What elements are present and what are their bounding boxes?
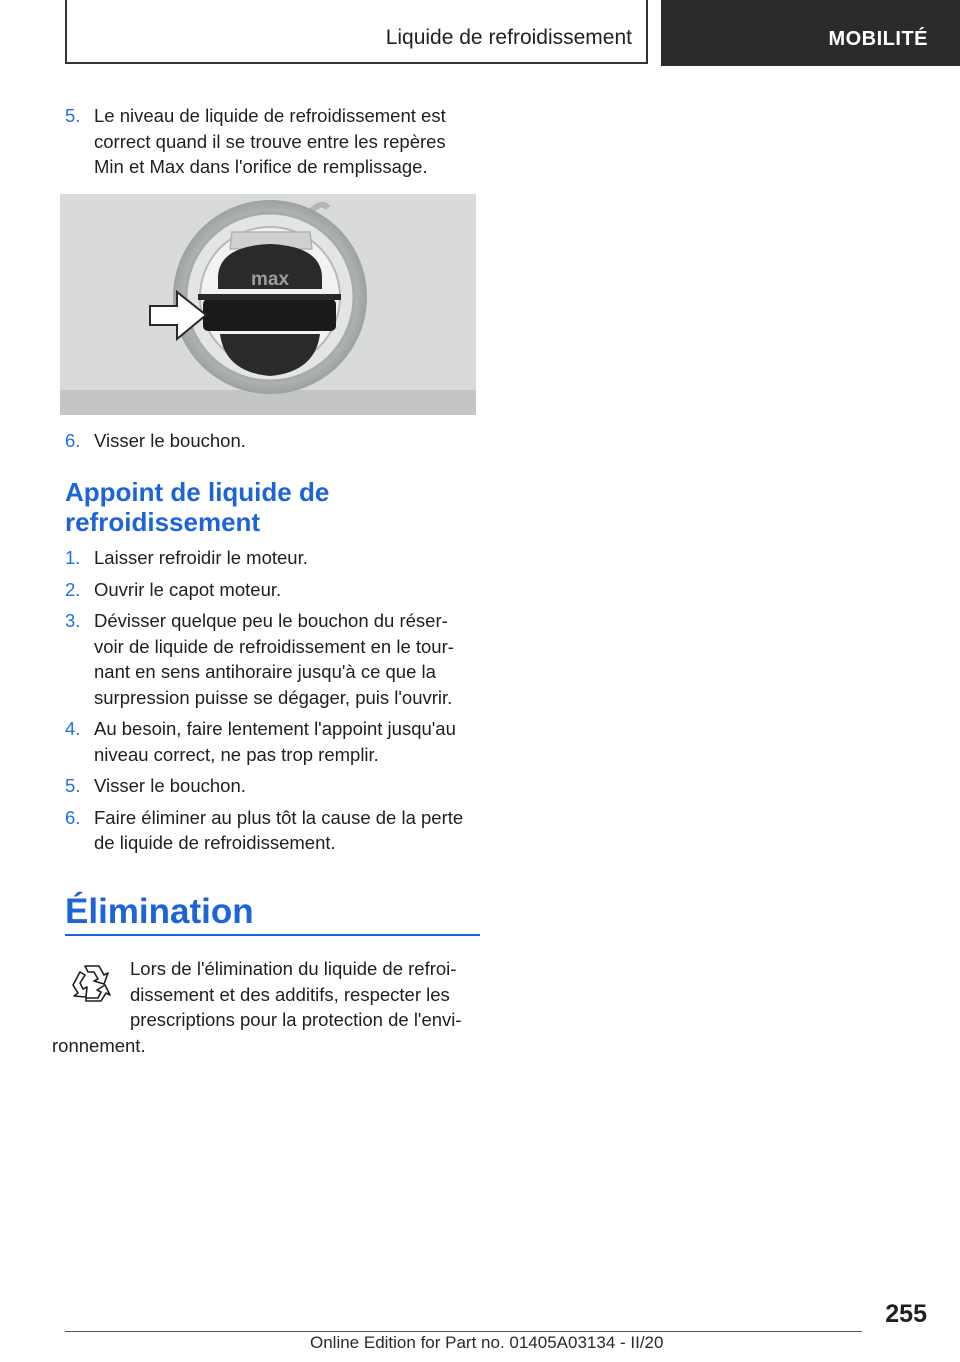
step-text-line: Le niveau de liquide de refroidissement est — [94, 105, 446, 126]
section-heading-disposal: Élimination — [65, 892, 254, 931]
step-list-top — [65, 103, 480, 180]
step-text-line: Faire éliminer au plus tôt la cause de la perte — [94, 806, 464, 828]
step-list-after-figure — [65, 428, 480, 454]
section-heading-refill — [65, 477, 485, 537]
disposal-paragraph — [52, 956, 482, 1058]
step-item — [65, 103, 480, 180]
step-number: 6. — [65, 806, 81, 828]
paragraph-line: dissement et des additifs, respecter les — [130, 983, 450, 1005]
header-section-box — [65, 0, 648, 64]
step-text-line: Dévisser quelque peu le bouchon du réser- — [94, 610, 448, 631]
refill-steps-list — [65, 545, 480, 856]
step-text-line: Visser le bouchon. — [94, 430, 246, 451]
step-item — [65, 545, 480, 571]
paragraph-line: ronnement. — [52, 1034, 146, 1056]
heading-line: refroidissement — [65, 507, 261, 537]
step-number: 4. — [65, 718, 81, 739]
step-text-line: niveau correct, ne pas trop remplir. — [94, 743, 379, 765]
page-number: 255 — [885, 1300, 927, 1328]
step-text-line: Visser le bouchon. — [94, 775, 246, 796]
chapter-tab[interactable] — [661, 0, 960, 66]
step-number: 6. — [65, 430, 81, 451]
step-text-line: nant en sens antihoraire jusqu'à ce que la — [94, 661, 436, 682]
step-item — [65, 428, 480, 454]
section-title: Liquide de refroidissement — [385, 26, 632, 49]
figure-max-label: max — [250, 269, 290, 290]
step-text-line: voir de liquide de refroidissement en le tour- — [94, 635, 454, 657]
step-text-line: surpression puisse se dégager, puis l'ouvrir. — [94, 686, 453, 708]
chapter-tab-label: MOBILITÉ — [828, 28, 928, 50]
step-item — [65, 608, 480, 710]
step-number: 1. — [65, 547, 81, 568]
step-text-line: Ouvrir le capot moteur. — [94, 578, 282, 600]
step-text-line: Min et Max dans l'orifice de remplissage. — [94, 156, 428, 177]
step-number: 5. — [65, 105, 81, 126]
step-text-line: Au besoin, faire lentement l'appoint jusqu'au — [94, 718, 456, 739]
edition-footer: Online Edition for Part no. 01405A03134 - II/20 — [310, 1333, 664, 1352]
paragraph-line: prescriptions pour la protection de l'envi- — [130, 1009, 462, 1030]
step-text-line: correct quand il se trouve entre les repères — [94, 130, 446, 152]
step-item — [65, 805, 480, 856]
paragraph-line: Lors de l'élimination du liquide de refroi- — [130, 958, 457, 979]
coolant-reservoir-illustration — [60, 194, 476, 415]
step-text-line: Laisser refroidir le moteur. — [94, 547, 308, 568]
heading-rule — [65, 934, 480, 936]
step-number: 2. — [65, 578, 81, 600]
step-text-line: de liquide de refroidissement. — [94, 832, 336, 853]
step-item — [65, 716, 480, 767]
step-number: 5. — [65, 775, 81, 796]
heading-line: Appoint de liquide de — [65, 477, 330, 507]
footer-rule — [65, 1331, 862, 1332]
step-item — [65, 577, 480, 603]
step-number: 3. — [65, 610, 81, 631]
coolant-level-figure — [60, 194, 476, 415]
step-item — [65, 773, 480, 799]
